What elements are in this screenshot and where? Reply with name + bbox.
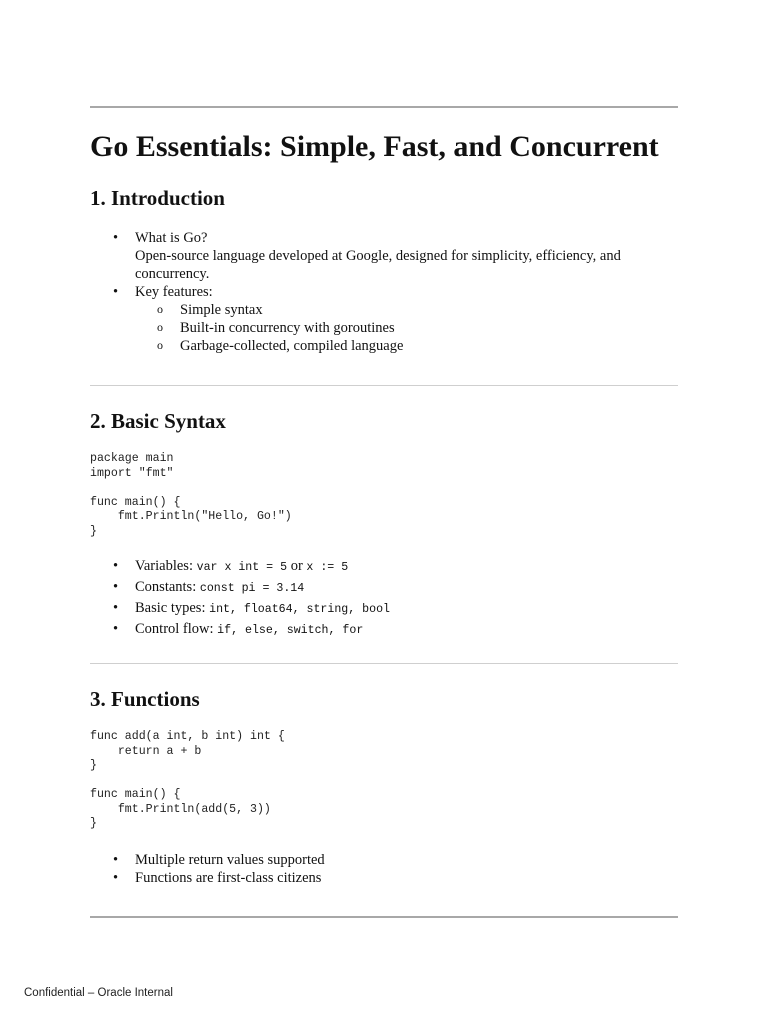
basic-types-label: Basic types: [135, 600, 206, 616]
sublist-item: o Built-in concurrency with goroutines [135, 319, 678, 337]
key-features-sublist [135, 301, 678, 355]
sublist-item: o Garbage-collected, compiled language [135, 337, 678, 355]
list-item [90, 557, 678, 577]
top-divider [90, 106, 678, 108]
section-heading-functions: 3. Functions [90, 687, 200, 711]
code-inline: int, float64, string, bool [209, 603, 391, 616]
bottom-divider [90, 916, 678, 918]
key-features-label: Key features: [135, 284, 213, 300]
section-heading-basic-syntax: 2. Basic Syntax [90, 409, 226, 433]
code-inline: x := 5 [306, 561, 349, 574]
basic-syntax-list [90, 557, 678, 640]
or-text: or [290, 558, 303, 574]
code-block-hello: package main import "fmt" func main() { fmt.Println("Hello, Go!") } [90, 452, 292, 538]
confidential-footer: Confidential – Oracle Internal [24, 987, 173, 999]
constants-label: Constants: [135, 579, 197, 595]
sublist-item: o Simple syntax [135, 301, 678, 319]
code-inline: var x int = 5 [196, 561, 288, 574]
list-item [90, 283, 678, 355]
code-inline: if, else, switch, for [217, 624, 364, 637]
section-heading-introduction: 1. Introduction [90, 186, 225, 210]
list-item: • Functions are first-class citizens [90, 869, 678, 887]
what-is-go-label: What is Go? [135, 230, 208, 246]
functions-list [90, 851, 678, 887]
section-divider [90, 385, 678, 386]
section-divider [90, 663, 678, 664]
introduction-list [90, 229, 678, 355]
list-item: • Multiple return values supported [90, 851, 678, 869]
code-block-functions: func add(a int, b int) int { return a + b } func main() { fmt.Println(add(5, 3)) } [90, 730, 285, 830]
list-item [90, 620, 678, 640]
list-item [90, 599, 678, 619]
control-flow-label: Control flow: [135, 621, 214, 637]
what-is-go-text: Open-source language developed at Google, designed for simplicity, efficiency, and concurrency. [135, 248, 621, 282]
document-title: Go Essentials: Simple, Fast, and Concurrent [90, 130, 659, 163]
list-item [90, 229, 678, 283]
list-item [90, 578, 678, 598]
variables-label: Variables: [135, 558, 193, 574]
code-inline: const pi = 3.14 [199, 582, 305, 595]
